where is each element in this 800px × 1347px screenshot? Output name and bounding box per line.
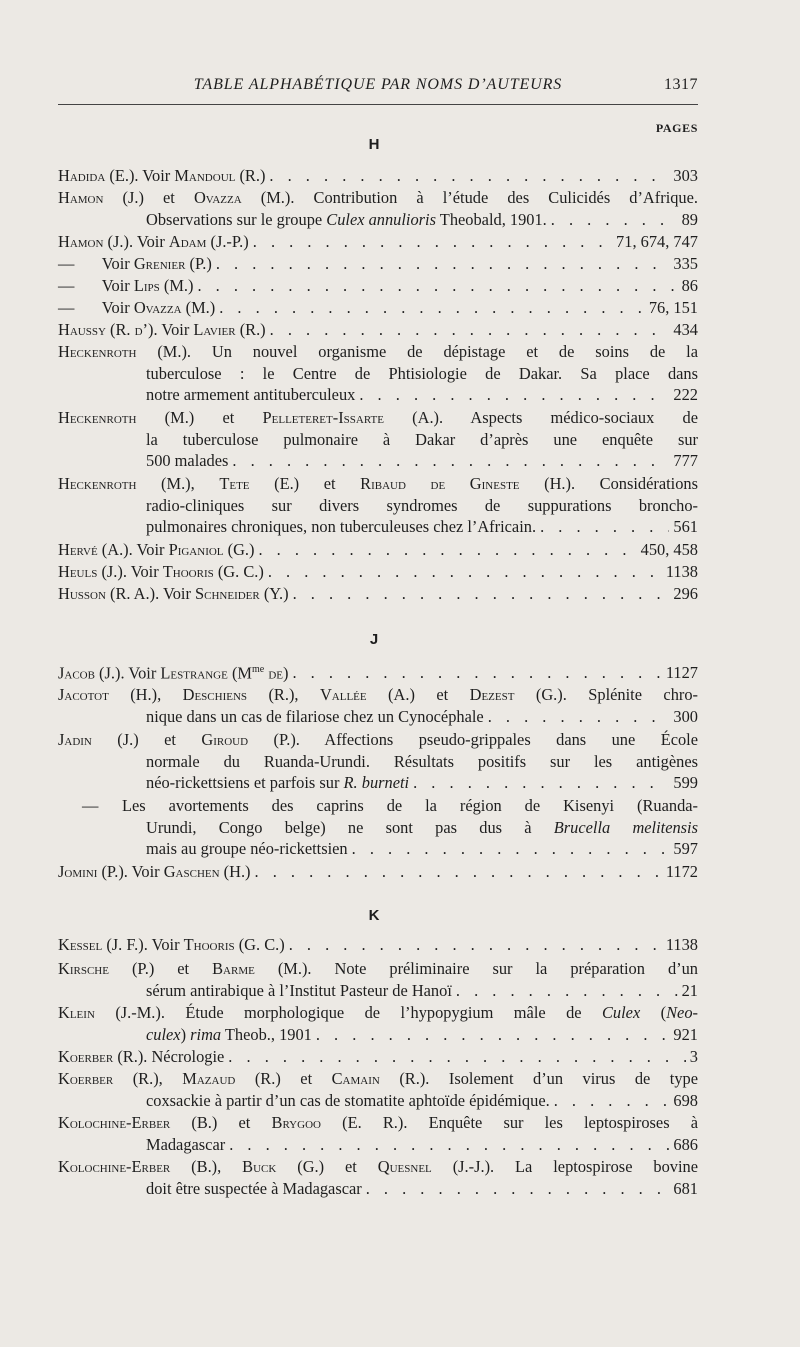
ditto-dash: — [82,796,99,815]
page-reference: 86 [681,276,698,295]
index-entry-kessel [58,934,698,956]
page-reference: 561 [673,517,698,537]
co-author-name: Barme [212,959,255,978]
dot-leader [215,297,645,319]
entry-line: sérum antirabique à l’Institut Pasteur de Hanoï . . . 21 [58,980,698,1002]
co-author-name: Brygoo [271,1113,321,1132]
author-name: Kolochine-Erber [58,1113,171,1132]
author-name: Koerber [58,1047,114,1066]
dot-leader [249,231,612,253]
dot-leader [452,980,678,1002]
author-name: Kirsche [58,959,109,978]
page-reference: 686 [673,1134,698,1154]
cross-reference: Thooris [162,562,214,581]
page-reference: 1172 [665,862,698,881]
dot-leader [536,516,669,538]
cross-reference: Lestrange [160,663,228,683]
entry-line: néo-rickettsiens et parfois sur R. burneti . . . 599 [58,772,698,794]
dot-leader [547,209,678,231]
co-author-name: Giroud [201,730,249,749]
index-entry-hamon-ovazza-2 [58,297,698,319]
dot-leader [484,706,670,728]
page-reference: 1138 [665,562,698,581]
dot-leader [289,583,670,605]
cross-reference: Gaschen [163,862,220,881]
author-name: Heuls [58,562,98,581]
entry-line: tuberculose : le Centre de Phtisiologie de Dakar. Sa place dans [146,363,698,383]
entry-line: Jomini (P.). Voir Gaschen (H.) . . . 1172 [58,861,698,883]
page-reference: 3 [689,1047,698,1066]
page-reference: 698 [673,1090,698,1110]
index-entry-heckenroth-3 [58,473,698,538]
page-reference: 599 [673,773,698,793]
author-name: Heckenroth [58,408,137,427]
dot-leader [409,772,669,794]
cross-reference: Lavier [193,320,236,339]
index-entry-klein [58,1002,698,1045]
page-reference: 300 [673,706,698,726]
entry-line: radio-cliniques sur divers syndromes de suppurations broncho- [146,495,698,515]
page-reference: 335 [673,254,698,273]
entry-line: — Voir Lips (M.) . . . 86 [58,275,698,297]
species-name: Brucella melitensis [553,817,698,837]
cross-reference: Ovazza [133,298,182,317]
author-name: Jomini [58,862,98,881]
author-name: Koerber [58,1069,114,1088]
ditto-dash: — [58,254,75,273]
entry-line: Kolochine-Erber (B.) et Brygoo (E. R.). Enquête sur les leptospiroses à [58,1113,699,1132]
entry-line: Kessel (J. F.). Voir Thooris (G. C.) . . . 1138 [58,934,698,956]
author-name: Kessel [58,935,103,954]
index-entry-jadin-giroud [58,729,698,794]
index-entry-heckenroth-1 [58,341,698,406]
entry-line: Haussy (R. d’). Voir Lavier (R.) . . . 434 [58,319,698,341]
entry-line: Koerber (R.), Mazaud (R.) et Camain (R.). Isolement d’un virus de type [58,1069,699,1088]
entry-line: Klein (J.-M.). Étude morphologique de l’hypopygium mâle de Culex (Neo- [58,1003,698,1022]
index-entry-husson [58,583,698,605]
header-rule [58,104,698,105]
author-name: Hamon [58,188,104,207]
cross-reference: Schneider [195,584,260,603]
entry-line: Kirsche (P.) et Barme (M.). Note préliminaire sur la préparation d’un [58,959,698,978]
cross-reference: Thooris [183,935,235,954]
co-author-name: Ribaud de Gineste [360,474,520,493]
entry-line: — Voir Grenier (P.) . . . 335 [58,253,698,275]
entry-line: Jadin (J.) et Giroud (P.). Affections pseudo-grippales dans une École [58,730,699,749]
index-entry-kolochine-2 [58,1156,698,1199]
dot-leader [312,1024,670,1046]
cross-reference: Grenier [133,254,186,273]
page-reference: 434 [673,320,698,339]
dot-leader [228,450,669,472]
author-name: Hervé [58,540,98,559]
co-author-name: Dezest [469,685,515,704]
entry-line: Heckenroth (M.). Un nouvel organisme de dépistage et de soins de la [58,342,698,361]
page-reference: 303 [673,166,698,185]
index-entry-koerber-1 [58,1046,698,1068]
entry-line: normale du Ruanda-Urundi. Résultats positifs sur les antigènes [146,751,698,771]
cross-reference: Piganiol [168,540,224,559]
page-reference: 1138 [665,935,698,954]
page-reference: 21 [681,980,698,1000]
entry-line: doit être suspectée à Madagascar . . . 681 [58,1178,698,1200]
entry-line: Koerber (R.). Nécrologie . . . 3 [58,1046,698,1068]
author-name: Kolochine-Erber [58,1157,171,1176]
index-entry-jadin-avortements [58,795,698,860]
entry-line: la tuberculose pulmonaire à Dakar d’après une enquête sur [146,429,698,449]
page-number: 1317 [664,76,698,93]
index-entry-kirsche [58,958,698,1001]
entry-line: Hamon (J.). Voir Adam (J.-P.) . . . 71, 674, 747 [58,231,698,253]
author-name: Jacotot [58,685,109,704]
entry-line: Urundi, Congo belge) ne sont pas dus à Brucella melitensis [146,817,698,837]
dot-leader [550,1090,670,1112]
entry-line: Observations sur le groupe Culex annulioris Theobald, 1901. . . . 89 [58,209,698,231]
entry-line: Hadida (E.). Voir Mandoul (R.) . . . 303 [58,165,698,187]
dot-leader [285,934,662,956]
dot-leader [225,1134,669,1156]
section-heading-k: K [368,907,380,924]
entry-line: coxsackie à partir d’un cas de stomatite aphtoïde épidémique. . . . 698 [58,1090,698,1112]
dot-leader [264,561,662,583]
entry-line: pulmonaires chroniques, non tuberculeuses chez l’Africain. . . . 561 [58,516,698,538]
co-author-name: Quesnel [377,1157,432,1176]
dot-leader [254,539,636,561]
dot-leader [193,275,677,297]
entry-line: — Les avortements des caprins de la région de Kisenyi (Ruanda- [82,796,698,815]
page-reference: 777 [673,451,698,471]
index-entry-hadida [58,165,698,187]
entry-line: Hamon (J.) et Ovazza (M.). Contribution à l’étude des Culicidés d’Afrique. [58,188,699,207]
index-entry-heckenroth-2 [58,407,698,472]
author-name: Jadin [58,730,92,749]
co-author-name: Pelleteret-Issarte [262,408,384,427]
co-author-name: Ovazza [193,188,242,207]
page-reference: 296 [673,584,698,603]
co-author-name: Buck [242,1157,277,1176]
author-name: Jacob [58,663,95,683]
section-heading-j: J [369,631,379,648]
index-entry-haussy [58,319,698,341]
entry-line: Hervé (A.). Voir Piganiol (G.) . . . 450, 458 [58,539,698,561]
co-author-name: Camain [331,1069,380,1088]
index-entry-jomini [58,861,698,883]
dot-leader [224,1046,686,1068]
dot-leader [355,384,669,406]
dot-leader [348,838,670,860]
entry-line: 500 malades . . . 777 [58,450,698,472]
page-reference: 1127 [665,663,698,683]
entry-line: — Voir Ovazza (M.) . . . 76, 151 [58,297,698,319]
entry-line: Jacob (J.). Voir Lestrange ($M^{me}$ de) . . . 1127 [58,659,698,681]
author-name: Husson [58,584,106,603]
entry-line: Husson (R. A.). Voir Schneider (Y.) . . . 296 [58,583,698,605]
index-entry-heuls [58,561,698,583]
entry-line: nique dans un cas de filariose chez un Cynocéphale . . . 300 [58,706,698,728]
dot-leader [266,319,670,341]
author-name: Haussy [58,320,106,339]
cross-reference: Lips [133,276,160,295]
section-heading-h: H [368,136,380,153]
index-entry-hamon-adam [58,231,698,253]
entry-line: Heckenroth (M.) et Pelleteret-Issarte (A.). Aspects médico-sociaux de [58,408,698,427]
page-reference: 450, 458 [640,540,698,559]
page-reference: 597 [673,839,698,859]
cross-reference: Adam [168,232,207,251]
index-entry-hamon-lips [58,275,698,297]
dot-leader [265,165,669,187]
species-name: Culex annulioris [326,209,436,229]
entry-line: Heuls (J.). Voir Thooris (G. C.) . . . 1138 [58,561,698,583]
entry-line: notre armement antituberculeux . . . 222 [58,384,698,406]
page-reference: 71, 674, 747 [616,232,698,251]
entry-line: culex) rima Theob., 1901 . . . 921 [58,1024,698,1046]
pages-column-label: PAGES [655,121,698,135]
index-entry-koerber-2 [58,1068,698,1111]
co-author-name: Vallée [319,685,367,704]
ditto-dash: — [58,276,75,295]
entry-line: Jacotot (H.), Deschiens (R.), Vallée (A.) et Dezest (G.). Splénite chro- [58,685,698,704]
index-entry-jacob [58,659,698,681]
index-entry-jacotot [58,684,698,727]
author-name: Klein [58,1003,95,1022]
co-author-name: Tete [219,474,250,493]
dot-leader [362,1178,670,1200]
species-name: R. burneti [343,773,410,793]
co-author-name: Deschiens [182,685,248,704]
entry-line: Kolochine-Erber (B.), Buck (G.) et Quesnel (J.-J.). La leptospirose bovine [58,1157,698,1176]
author-name: Heckenroth [58,342,137,361]
author-name: Hamon [58,232,104,251]
author-name: Heckenroth [58,474,137,493]
page-reference: 222 [673,385,698,405]
dot-leader [212,253,670,275]
page-reference: 681 [673,1178,698,1198]
page-reference: 921 [673,1024,698,1044]
page-reference: 76, 151 [648,298,698,317]
index-entry-herve [58,539,698,561]
index-entry-hamon-grenier [58,253,698,275]
entry-line: mais au groupe néo-rickettsien . . . 597 [58,838,698,860]
author-name: Hadida [58,166,106,185]
dot-leader [288,662,661,684]
co-author-name: Mazaud [182,1069,236,1088]
running-header [58,76,698,102]
index-entry-hamon-ovazza [58,187,698,230]
ditto-dash: — [58,298,75,317]
page-reference: 89 [681,209,698,229]
running-title: TABLE ALPHABÉTIQUE PAR NOMS D’AUTEURS [193,76,563,93]
index-entry-kolochine-1 [58,1112,698,1155]
dot-leader [251,861,662,883]
cross-reference: Mandoul [174,166,236,185]
entry-line: Madagascar . . . 686 [58,1134,698,1156]
entry-line: Heckenroth (M.), Tete (E.) et Ribaud de Gineste (H.). Considérations [58,474,698,493]
